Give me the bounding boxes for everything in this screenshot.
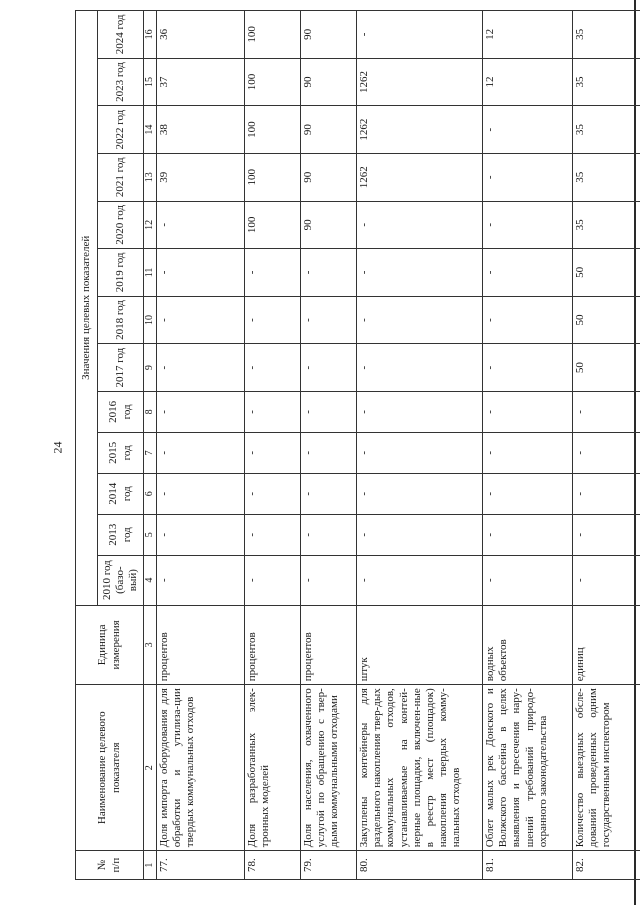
row-number: 79. bbox=[301, 851, 357, 880]
unit-cell: процентов bbox=[245, 605, 301, 685]
value-cell: 50 bbox=[573, 249, 640, 297]
value-cell: 35 bbox=[573, 106, 640, 154]
value-cell: - bbox=[357, 391, 483, 432]
value-cell: - bbox=[483, 555, 573, 605]
unit-cell: процентов bbox=[157, 605, 245, 685]
indicator-name: Закуплены контейнеры для раздельного накопления твер-дых коммунальных отходов, устанавливаемые на контей-нерные площадки, включен-ные в реестр мест (площадок) накопления твердых комму-нальных отходов bbox=[357, 685, 483, 851]
indicator-name: Доля импорта оборудования для обработки и утилиза-ции твердых коммунальных отходов bbox=[157, 685, 245, 851]
value-cell: - bbox=[573, 555, 640, 605]
value-cell: 38 bbox=[157, 106, 245, 154]
header-row-1 bbox=[76, 11, 98, 880]
value-cell: - bbox=[573, 432, 640, 473]
table-body bbox=[157, 11, 640, 880]
value-cell: - bbox=[157, 473, 245, 514]
value-cell: - bbox=[357, 249, 483, 297]
value-cell: 36 bbox=[157, 11, 245, 59]
column-number: 3 bbox=[144, 605, 157, 685]
value-cell: - bbox=[483, 153, 573, 201]
value-cell: - bbox=[301, 432, 357, 473]
value-cell: 100 bbox=[245, 106, 301, 154]
column-number: 14 bbox=[144, 106, 157, 154]
column-number: 1 bbox=[144, 851, 157, 880]
header-year: 2015 год bbox=[98, 432, 144, 473]
indicator-name: Доля разработанных элек-тронных моделей bbox=[245, 685, 301, 851]
value-cell: - bbox=[157, 555, 245, 605]
value-cell: - bbox=[301, 473, 357, 514]
value-cell: - bbox=[157, 344, 245, 392]
header-year: 2017 год bbox=[98, 344, 144, 392]
value-cell: - bbox=[245, 473, 301, 514]
value-cell: - bbox=[245, 514, 301, 555]
value-cell: 90 bbox=[301, 153, 357, 201]
value-cell: - bbox=[245, 555, 301, 605]
value-cell: - bbox=[483, 201, 573, 249]
value-cell: 37 bbox=[157, 58, 245, 106]
column-number: 2 bbox=[144, 685, 157, 851]
value-cell: - bbox=[357, 11, 483, 59]
value-cell: 35 bbox=[573, 11, 640, 59]
value-cell: - bbox=[357, 473, 483, 514]
column-number: 12 bbox=[144, 201, 157, 249]
value-cell: - bbox=[157, 432, 245, 473]
value-cell: - bbox=[301, 249, 357, 297]
value-cell: - bbox=[301, 296, 357, 344]
value-cell: - bbox=[245, 391, 301, 432]
value-cell: - bbox=[483, 344, 573, 392]
header-year: 2016 год bbox=[98, 391, 144, 432]
value-cell: - bbox=[357, 344, 483, 392]
column-number: 4 bbox=[144, 555, 157, 605]
value-cell: 35 bbox=[573, 58, 640, 106]
table-row bbox=[301, 11, 357, 880]
value-cell: - bbox=[357, 201, 483, 249]
value-cell: - bbox=[301, 344, 357, 392]
table-row bbox=[157, 11, 245, 880]
value-cell: 100 bbox=[245, 153, 301, 201]
value-cell: - bbox=[357, 432, 483, 473]
value-cell: - bbox=[301, 391, 357, 432]
header-name: Наименование целевого показателя bbox=[76, 685, 144, 851]
value-cell: 35 bbox=[573, 153, 640, 201]
target-indicators-table bbox=[75, 10, 640, 880]
column-number: 10 bbox=[144, 296, 157, 344]
unit-cell: единиц bbox=[573, 605, 640, 685]
value-cell: - bbox=[357, 555, 483, 605]
header-year: 2024 год bbox=[98, 11, 144, 59]
unit-cell: штук bbox=[357, 605, 483, 685]
value-cell: - bbox=[157, 249, 245, 297]
value-cell: - bbox=[483, 249, 573, 297]
value-cell: - bbox=[573, 473, 640, 514]
column-number: 8 bbox=[144, 391, 157, 432]
row-number: 81. bbox=[483, 851, 573, 880]
value-cell: - bbox=[157, 296, 245, 344]
value-cell: 1262 bbox=[357, 58, 483, 106]
value-cell: 1262 bbox=[357, 153, 483, 201]
header-year: 2018 год bbox=[98, 296, 144, 344]
value-cell: - bbox=[157, 201, 245, 249]
column-number: 9 bbox=[144, 344, 157, 392]
value-cell: - bbox=[245, 296, 301, 344]
table-row bbox=[483, 11, 573, 880]
table-row bbox=[357, 11, 483, 880]
indicator-name: Количество выездных обсле-дований проведенных одним государственным инспектором bbox=[573, 685, 640, 851]
header-unit: Единица измерения bbox=[76, 605, 144, 685]
value-cell: - bbox=[245, 344, 301, 392]
header-year: 2010 год (базо-вый) bbox=[98, 555, 144, 605]
value-cell: - bbox=[483, 514, 573, 555]
column-number: 6 bbox=[144, 473, 157, 514]
value-cell: - bbox=[301, 555, 357, 605]
value-cell: - bbox=[157, 391, 245, 432]
table-row bbox=[245, 11, 301, 880]
rotated-content bbox=[75, 10, 613, 880]
header-values-group: Значения целевых показателей bbox=[76, 11, 98, 606]
value-cell: 100 bbox=[245, 58, 301, 106]
header-year: 2020 год bbox=[98, 201, 144, 249]
value-cell: - bbox=[357, 296, 483, 344]
header-year: 2013 год bbox=[98, 514, 144, 555]
header-year: 2022 год bbox=[98, 106, 144, 154]
value-cell: 100 bbox=[245, 201, 301, 249]
value-cell: - bbox=[483, 473, 573, 514]
header-year: 2014 год bbox=[98, 473, 144, 514]
value-cell: 100 bbox=[245, 11, 301, 59]
value-cell: - bbox=[483, 106, 573, 154]
value-cell: 12 bbox=[483, 11, 573, 59]
value-cell: 90 bbox=[301, 58, 357, 106]
value-cell: 90 bbox=[301, 201, 357, 249]
column-number: 16 bbox=[144, 11, 157, 59]
value-cell: 50 bbox=[573, 296, 640, 344]
column-number: 7 bbox=[144, 432, 157, 473]
value-cell: 35 bbox=[573, 201, 640, 249]
column-number: 13 bbox=[144, 153, 157, 201]
header-year: 2021 год bbox=[98, 153, 144, 201]
table-row bbox=[573, 11, 640, 880]
column-number: 15 bbox=[144, 58, 157, 106]
column-number-row bbox=[144, 11, 157, 880]
unit-cell: водных объектов bbox=[483, 605, 573, 685]
value-cell: - bbox=[357, 514, 483, 555]
indicator-name: Доля населения, охваченного услугой по обращению с твер-дыми коммунальными отходами bbox=[301, 685, 357, 851]
value-cell: - bbox=[245, 249, 301, 297]
indicator-name: Облет малых рек Донского и Волжского бассейна в целях выявления и пресечения нару-шений требований природо-охранного законодательства bbox=[483, 685, 573, 851]
value-cell: - bbox=[245, 432, 301, 473]
row-number: 80. bbox=[357, 851, 483, 880]
value-cell: 90 bbox=[301, 11, 357, 59]
unit-cell: процентов bbox=[301, 605, 357, 685]
value-cell: 1262 bbox=[357, 106, 483, 154]
header-num: № п/п bbox=[76, 851, 144, 880]
value-cell: 12 bbox=[483, 58, 573, 106]
column-number: 11 bbox=[144, 249, 157, 297]
value-cell: 39 bbox=[157, 153, 245, 201]
value-cell: 90 bbox=[301, 106, 357, 154]
header-year: 2019 год bbox=[98, 249, 144, 297]
column-number: 5 bbox=[144, 514, 157, 555]
row-number: 78. bbox=[245, 851, 301, 880]
header-year: 2023 год bbox=[98, 58, 144, 106]
value-cell: - bbox=[157, 514, 245, 555]
value-cell: 50 bbox=[573, 344, 640, 392]
row-number: 77. bbox=[157, 851, 245, 880]
value-cell: - bbox=[301, 514, 357, 555]
page-number: 24 bbox=[50, 441, 65, 454]
value-cell: - bbox=[483, 391, 573, 432]
value-cell: - bbox=[573, 391, 640, 432]
value-cell: - bbox=[483, 296, 573, 344]
value-cell: - bbox=[573, 514, 640, 555]
row-number: 82. bbox=[573, 851, 640, 880]
value-cell: - bbox=[483, 432, 573, 473]
